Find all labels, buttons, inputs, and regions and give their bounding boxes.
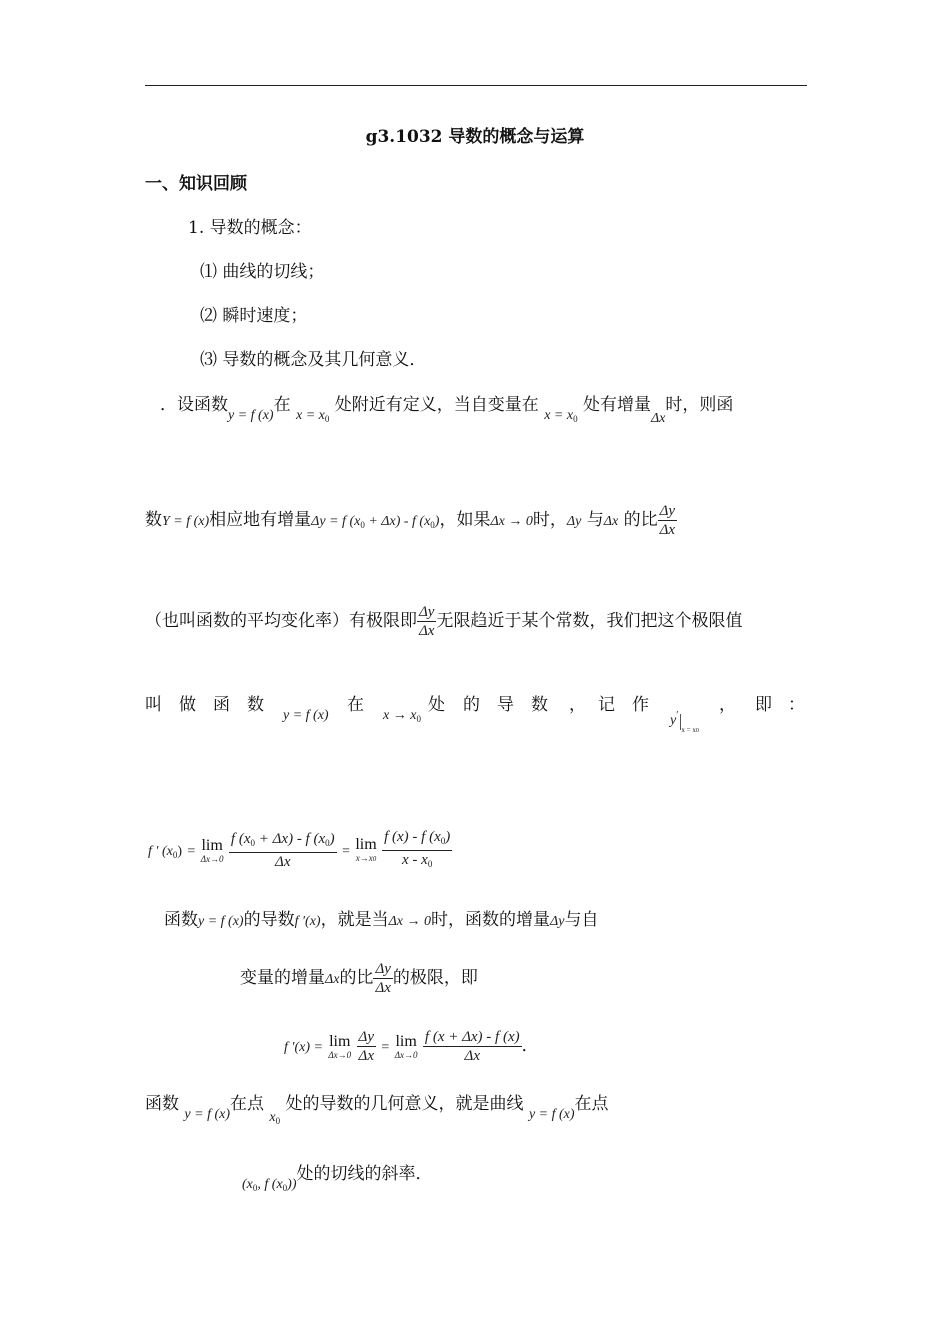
sub-item-tangent: ⑴ 曲线的切线； [200,262,325,282]
math-x-eq-x0: x = x0 [296,408,330,424]
fraction-difference-quotient: $\frac{f (x_0 + \Delta x) - f (x_0)}{\Delta x}$ [230,831,335,870]
fraction-x-form: $\frac{f (x) - f (x_0)}{x - x_0}$ [384,829,451,869]
math-delta-y: Δy [550,914,565,929]
text: 处附近有定义，当自变量在 [334,395,539,415]
text: ．设函数 [160,395,228,415]
text: 数 [247,695,264,715]
paragraph-line-3 [145,603,742,640]
math-x0: x0 [269,1110,281,1126]
paragraph-line-9 [242,1162,432,1191]
header-rule [145,85,807,86]
text: 函数 [145,1094,179,1114]
text: 的比 [623,510,658,530]
paragraph-line-5 [164,908,598,934]
math-y-fx: y = f (x) [184,1107,230,1122]
math-limit: lim Δx→0 [328,1032,352,1060]
fraction-dy-dx: $\frac{\Delta y}{\Delta x}$ [375,961,391,996]
text: 导 [497,695,514,715]
section-heading: 一、知识回顾 [145,174,247,194]
text: 做 [179,695,196,715]
math-limit: lim Δx→0 [394,1032,418,1060]
math-equals: = [187,844,196,859]
math-delta-y: Δy [566,514,582,529]
text: 数 [531,695,548,715]
item-derivative-concept: 1. 导数的概念： [188,218,312,238]
text: 在 [347,695,364,715]
text: 处 [428,695,445,715]
text: 变量的增量 [240,968,325,988]
text: 处有增量 [582,395,651,415]
fraction-increment-quotient: $\frac{f (x + \Delta x) - f (x)}{\Delta x}$ [424,1029,520,1064]
math-y-fx: y = f (x) [283,708,329,723]
text: 处的导数的几何意义，就是曲线 [285,1094,524,1114]
text: 即 [755,695,772,715]
paragraph-line-8 [145,1092,609,1126]
math-y-fx: y = f (x) [228,408,274,423]
math-y-fx: y = f (x) [198,914,244,929]
text: 时，函数的增量 [431,910,551,930]
text: ，就是当 [320,910,389,930]
text: 无限趋近于某个常数，我们把这个极限值 [436,611,743,631]
text: 记 [598,695,615,715]
fraction-dy-dx: $\frac{\Delta y}{\Delta x}$ [358,1029,374,1064]
math-f-prime-x0: f ′ $(x_0)$ [148,844,182,860]
math-Y-fx: Y = f (x) [162,514,210,529]
text: 与 [586,510,604,530]
text: 相应地有增量 [209,510,312,530]
text: ， [569,695,586,715]
text: 在 [273,395,291,415]
text: ， [719,695,736,715]
text: ． [521,1036,539,1056]
fraction-dy-dx: $\frac{\Delta y}{\Delta x}$ [659,503,676,538]
math-point-x0-fx0: (x0, f (x0)) [242,1177,297,1193]
math-y-fx: y = f (x) [528,1107,575,1122]
text: 在点 [230,1094,264,1114]
text: 函数 [164,910,198,930]
text: 作 [632,695,649,715]
math-delta-y-expr: Δy = f $(x_0 + \Delta x) - f$ $(x_0)$ [311,514,440,530]
sub-item-velocity: ⑵ 瞬时速度； [200,306,308,326]
math-f-prime-x: f ′(x) [294,914,321,929]
text: 处的切线的斜率． [296,1164,433,1184]
text: ，如果 [439,510,491,530]
text: 时，则函 [665,395,734,415]
math-x-to-x0: $x \to x_0$ [383,708,421,724]
paragraph-line-6 [240,960,478,997]
math-dx-to-0: Δx → 0 [388,914,432,929]
math-equals: = [342,844,350,859]
sub-item-meaning: ⑶ 导数的概念及其几何意义． [200,350,427,370]
math-dx-to-0: Δx → 0 [490,514,533,529]
math-y-prime-at-x0: $y'_{x = x0}$ [670,710,699,734]
text: 的比 [339,968,374,988]
math-f-prime-x-eq: f ′(x) = [284,1040,323,1055]
paragraph-line-1 [160,393,734,426]
page-title: g3.1032 导数的概念与运算 [365,127,585,147]
text: 的极限，即 [392,968,478,988]
derivative-definition-formula [148,828,452,873]
math-equals: = [381,1040,390,1055]
text: （也叫函数的平均变化率）有极限即 [145,611,417,631]
math-x-eq-x0: x = x0 [544,408,578,424]
fraction-dy-dx: $\frac{\Delta y}{\Delta x}$ [419,604,435,639]
text: 函 [213,695,230,715]
text: 的 [463,695,480,715]
text: 时， [532,510,567,530]
text: 叫 [145,695,162,715]
paragraph-line-2 [145,502,677,539]
math-delta-x: Δx [603,514,619,529]
math-limit: lim x→x0 [355,836,377,863]
math-delta-x: Δx [650,411,666,426]
text: 在点 [574,1094,609,1114]
math-delta-x: Δx [325,972,340,987]
text: 的导数 [243,910,295,930]
text: 数 [145,510,162,530]
derivative-formula-x [284,1028,539,1065]
text: ： [788,695,805,715]
text: 与自 [564,910,599,930]
math-limit: lim Δx→0 [200,836,224,864]
